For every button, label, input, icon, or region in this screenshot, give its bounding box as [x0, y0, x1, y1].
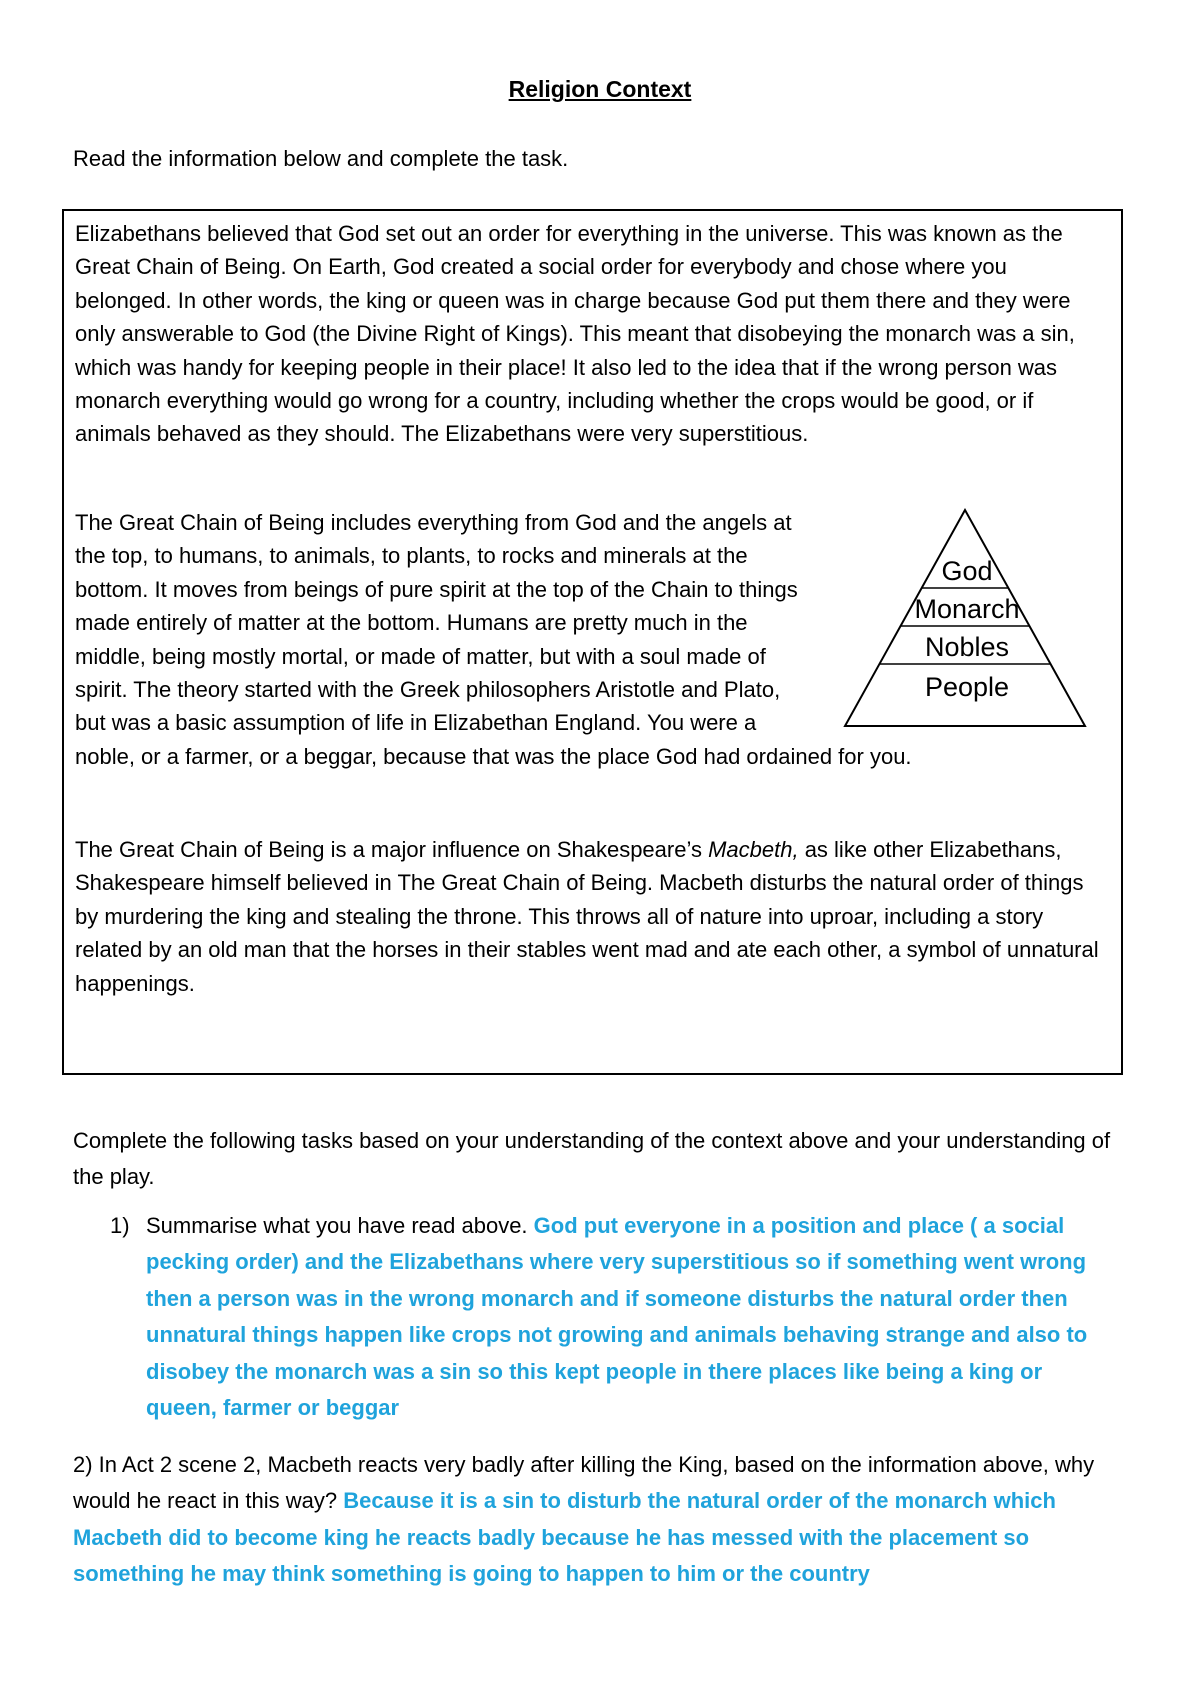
task-1 — [110, 1208, 1110, 1426]
context-paragraph-3 — [75, 833, 1105, 1000]
page-title: Religion Context — [508, 76, 692, 102]
context-paragraph-2 — [75, 506, 1115, 773]
context-box — [62, 209, 1123, 1075]
context-paragraph-1: Elizabethans believed that God set out an order for everything in the universe. This was known as the Great Chain of Being. On Earth, God created a social order for everybody and chose where you belonged. In other words, the king or queen was in charge because God put them there and they were only answerable to God (the Divine Right of Kings). This meant that disobeying the monarch was a sin, which was handy for keeping people in their place! It also led to the idea that if the wrong person was monarch everything would go wrong for a country, including whether the crops would be good, or if animals behaved as they should. The Elizabethans were very superstitious. — [75, 221, 1075, 447]
task-1-answer: God put everyone in a position and place ( a social pecking order) and the Elizabethans where very superstitious so if something went wrong then a person was in the wrong monarch and if someone disturbs the natural order then unnatural things happen like crops not growing and animals behaving strange and also to disobey the monarch was a sin so this kept people in there places like being a king or queen, farmer or beggar — [146, 1213, 1088, 1421]
tasks-intro: Complete the following tasks based on your understanding of the context above and your understanding of the play. — [73, 1128, 1111, 1189]
paragraph-3-before: The Great Chain of Being is a major influence on Shakespeare’s — [75, 837, 709, 862]
context-paragraph-2-text: The Great Chain of Being includes everything from God and the angels at the top, to humans, to animals, to plants, to rocks and minerals at the bottom. It moves from beings of pure spirit at the top of the Chain to things made entirely of matter at the bottom. Humans are pretty much in the middle, being mostly mortal, or made of matter, but with a soul made of spirit. The theory started with the Greek philosophers Aristotle and Plato, but was a basic assumption of life in Elizabethan England. You were a noble, or a farmer, or a beggar, because that was the place God had ordained for you. — [75, 510, 912, 769]
pyramid-level-god: God — [941, 556, 993, 586]
task-2-answer: Because it is a sin to disturb the natural order of the monarch which Macbeth did to become king he reacts badly because he has messed with the placement so something he may think something is going to happen to him or the country — [73, 1488, 1056, 1587]
task-2 — [73, 1447, 1133, 1593]
pyramid-level-nobles: Nobles — [924, 632, 1010, 662]
paragraph-3-after: as like other Elizabethans, Shakespeare himself believed in The Great Chain of Being. Macbeth disturbs the natural order of things by murdering the king and stealing the throne. This throws all of nature into uproar, including a story related by an old man that the horses in their stables went mad and ate each other, a symbol of unnatural happenings. — [75, 837, 1099, 996]
instruction-text: Read the information below and complete the task. — [73, 146, 569, 171]
task-1-body — [146, 1208, 1110, 1426]
great-chain-pyramid — [825, 498, 1105, 738]
pyramid-level-people: People — [924, 672, 1010, 702]
task-2-question: 2) In Act 2 scene 2, Macbeth reacts very badly after killing the King, based on the information above, why would he react in this way? — [73, 1452, 1095, 1514]
task-1-number: 1) — [110, 1213, 130, 1238]
macbeth-title-italic: Macbeth, — [708, 837, 799, 862]
task-1-question: Summarise what you have read above. — [146, 1213, 534, 1238]
pyramid-level-monarch: Monarch — [914, 594, 1020, 624]
